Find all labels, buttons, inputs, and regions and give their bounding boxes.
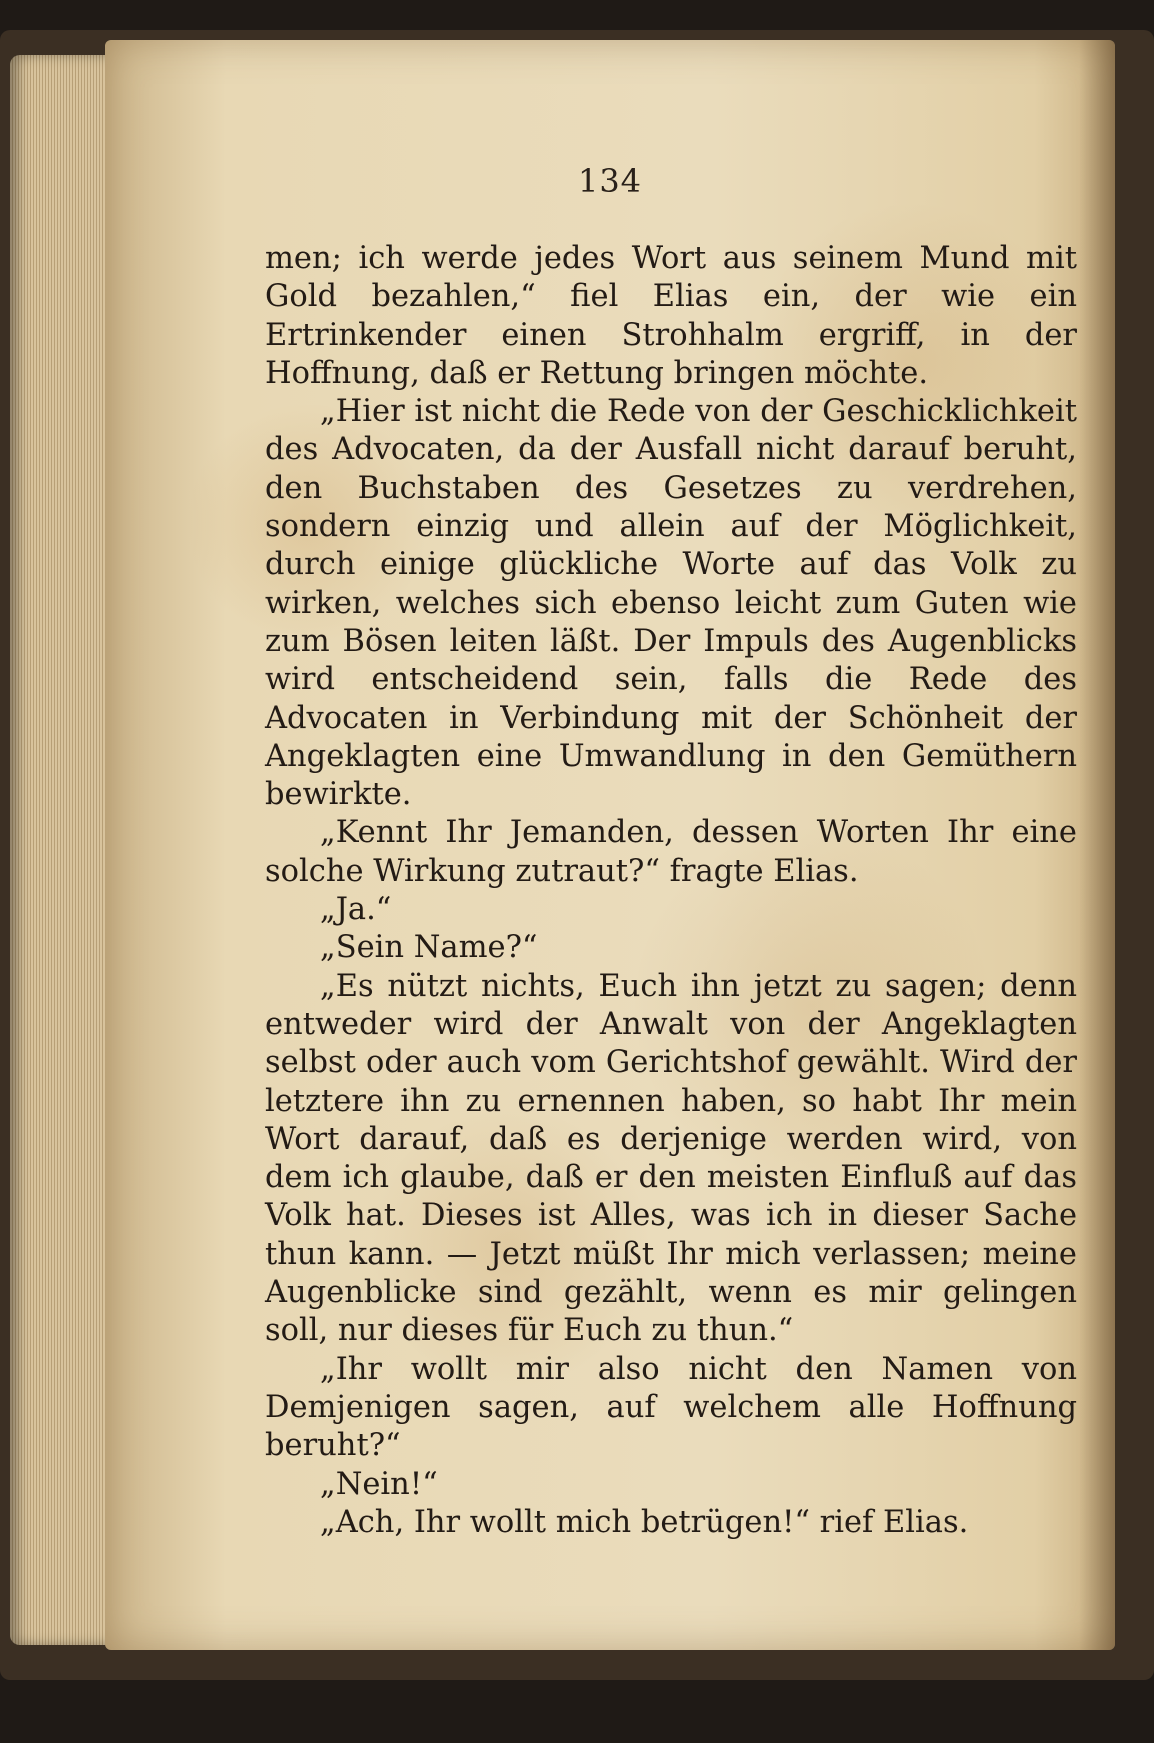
paragraph-8: „Nein!“: [319, 1466, 438, 1502]
page-edges: [10, 55, 120, 1645]
page-text: [265, 240, 1077, 1542]
paragraph-3: „Kennt Ihr Jemanden, dessen Worten Ihr eine solche Wirkung zutraut?“ fragte Elias.: [265, 815, 1077, 889]
paragraph-2: „Hier ist nicht die Rede von der Geschicklichkeit des Advocaten, da der Ausfall nicht darauf beruht, den Buchstaben des Gesetzes zu verdrehen, sondern einzig und allein auf der Möglichkeit, durch einige glückliche Worte auf das Volk zu wirken, welches sich ebenso leicht zum Guten wie zum Bösen leiten läßt. Der Impuls des Augenblicks wird entscheidend sein, falls die Rede des Advocaten in Verbindung mit der Schönheit der Angeklagten eine Umwandlung in den Gemüthern bewirkte.: [265, 394, 1077, 813]
paragraph-4: „Ja.“: [319, 892, 392, 928]
page-number: 134: [577, 162, 643, 200]
paragraph-6: „Es nützt nichts, Euch ihn jetzt zu sagen; denn entweder wird der Anwalt von der Angeklagten selbst oder auch vom Gerichtshof gewählt. Wird der letztere ihn zu ernennen haben, so habt Ihr mein Wort darauf, daß es derjenige werden wird, von dem ich glaube, daß er den meisten Einfluß auf das Volk hat. Dieses ist Alles, was ich in dieser Sache thun kann. — Jetzt müßt Ihr mich verlassen; meine Augenblicke sind gezählt, wenn es mir gelingen soll, nur dieses für Euch zu thun.“: [265, 968, 1077, 1349]
paragraph-7: „Ihr wollt mir also nicht den Namen von Demjenigen sagen, auf welchem alle Hoffnung beruht?“: [265, 1351, 1077, 1464]
paragraph-1: men; ich werde jedes Wort aus seinem Mund mit Gold bezahlen,“ fiel Elias ein, der wie ein Ertrinkender einen Strohhalm ergriff, in der Hoffnung, daß er Rettung bringen möchte.: [265, 241, 1077, 391]
paragraph-9: „Ach, Ihr wollt mich betrügen!“ rief Elias.: [319, 1504, 969, 1540]
book-page: [105, 40, 1115, 1650]
spine-shadow: [1079, 40, 1115, 1650]
paragraph-5: „Sein Name?“: [319, 930, 538, 966]
